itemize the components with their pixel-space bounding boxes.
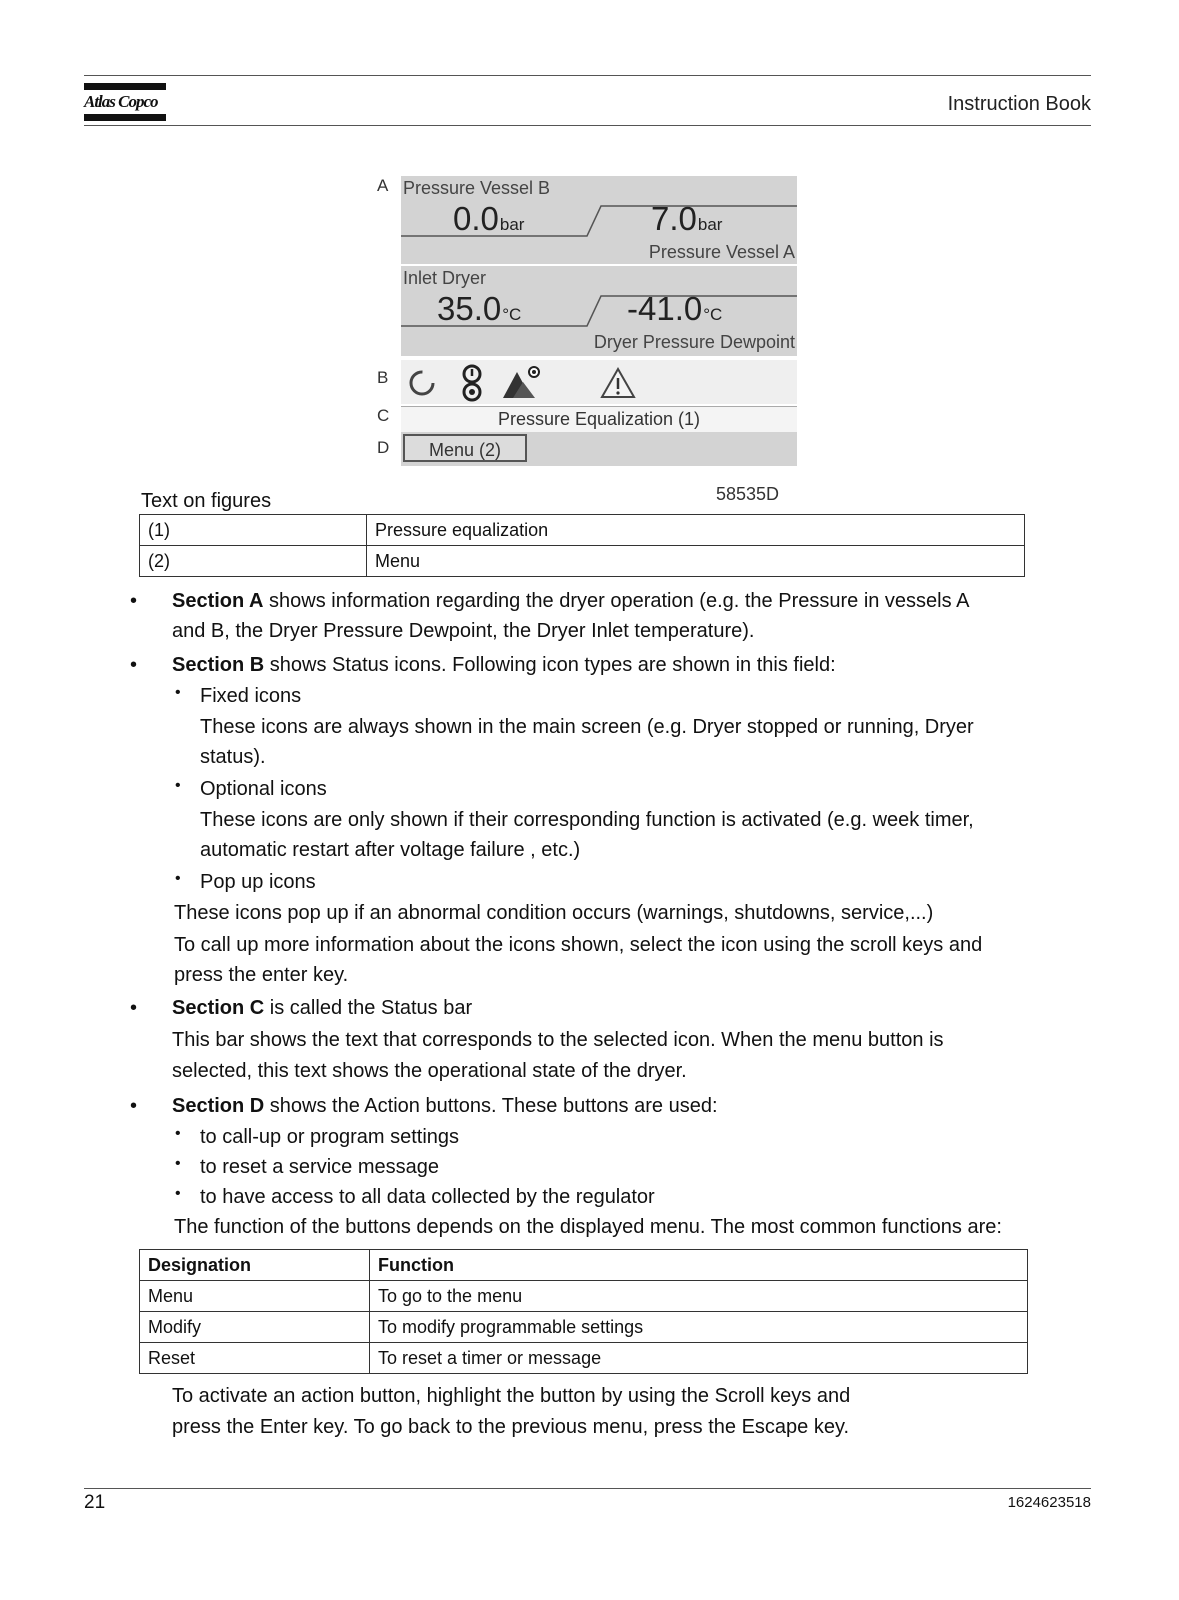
table-cell: Reset <box>140 1343 370 1374</box>
status-icons-row <box>401 360 797 404</box>
table-cell: (1) <box>140 515 367 546</box>
section-d-item: to have access to all data collected by the regulator <box>200 1186 655 1208</box>
dewpoint-value: -41.0°C <box>627 290 723 327</box>
table-cell: Pressure equalization <box>367 515 1025 546</box>
pressure-a-value: 7.0bar <box>651 200 723 237</box>
dewpoint-label: Dryer Pressure Dewpoint <box>593 332 795 352</box>
functions-table <box>139 1249 1028 1374</box>
section-label-b: B <box>377 368 389 387</box>
table-cell: Modify <box>140 1312 370 1343</box>
section-b-title: Section B <box>172 654 265 676</box>
section-d-item: to call-up or program settings <box>200 1126 460 1148</box>
table-cell: To modify programmable settings <box>370 1312 1028 1343</box>
fixed-icons-label: Fixed icons <box>200 685 302 707</box>
temperature-panel <box>401 266 797 356</box>
bullet: • <box>130 1095 138 1117</box>
section-d-title: Section D <box>172 1095 265 1117</box>
pressure-vessel-b-label: Pressure Vessel B <box>403 178 551 198</box>
section-b-paragraph: Section B shows Status icons. Following icon types are shown in this field: <box>172 654 836 676</box>
table-header-row <box>140 1250 1028 1281</box>
text-on-figures-heading: Text on figures <box>141 490 272 512</box>
section-c-description: This bar shows the text that corresponds to the selected icon. When the menu button is selected, this text shows the operational state of the dryer. <box>172 1029 944 1082</box>
table-row <box>140 515 1025 546</box>
atlas-copco-logo: Atlas Copco <box>84 83 166 123</box>
inlet-dryer-label: Inlet Dryer <box>403 268 487 288</box>
section-c-title: Section C <box>172 997 265 1019</box>
section-label-c: C <box>377 406 390 425</box>
controller-display-figure <box>377 176 797 506</box>
section-label-d: D <box>377 438 390 457</box>
table-row <box>140 1343 1028 1374</box>
pressure-b-value: 0.0bar <box>453 200 525 237</box>
table-header-cell: Function <box>370 1250 1028 1281</box>
action-buttons-row <box>401 432 797 466</box>
stop-run-icon[interactable] <box>459 364 485 402</box>
footer-rule <box>84 1488 1091 1489</box>
optional-icons-description: These icons are only shown if their corresponding function is activated (e.g. week timer, automatic restart after voltage failure , etc.) <box>200 809 974 861</box>
sub-bullet: • <box>175 1185 181 1202</box>
section-a-title: Section A <box>172 590 264 612</box>
popup-icons-description: These icons pop up if an abnormal condition occurs (warnings, shutdowns, service,...) <box>174 902 934 924</box>
table-cell: To go to the menu <box>370 1281 1028 1312</box>
table-cell: (2) <box>140 546 367 577</box>
bullet: • <box>130 590 138 612</box>
fixed-icons-description: These icons are always shown in the main screen (e.g. Dryer stopped or running, Dryer status). <box>200 716 974 768</box>
optional-icons-label: Optional icons <box>200 778 327 800</box>
function-intro: The function of the buttons depends on the displayed menu. The most common functions are: <box>174 1216 1002 1238</box>
table-cell: To reset a timer or message <box>370 1343 1028 1374</box>
status-bar <box>401 406 797 433</box>
mountain-alert-icon[interactable] <box>501 364 543 402</box>
header-top-rule <box>84 75 1091 76</box>
sub-bullet: • <box>175 870 181 887</box>
table-row <box>140 546 1025 577</box>
activate-paragraph: To activate an action button, highlight the button by using the Scroll keys and press the Enter key. To go back to the previous menu, press the Escape key. <box>172 1385 851 1438</box>
table-cell: Menu <box>140 1281 370 1312</box>
inlet-temp-value: 35.0°C <box>437 290 522 327</box>
sub-bullet: • <box>175 1155 181 1172</box>
sub-bullet: • <box>175 684 181 701</box>
bullet: • <box>130 997 138 1019</box>
section-a-paragraph: Section A shows information regarding the dryer operation (e.g. the Pressure in vessels A and B, the Dryer Pressure Dewpoint, the Dryer Inlet temperature). <box>172 590 970 642</box>
section-label-a: A <box>377 176 389 195</box>
refresh-icon[interactable] <box>405 366 439 400</box>
figure-code: 58535D <box>715 484 779 504</box>
bullet: • <box>130 654 138 676</box>
document-code: 1624623518 <box>1007 1494 1091 1511</box>
table-row <box>140 1281 1028 1312</box>
menu-button[interactable]: Menu (2) <box>403 434 527 462</box>
section-d-item: to reset a service message <box>200 1156 439 1178</box>
popup-icons-label: Pop up icons <box>200 871 316 893</box>
status-bar-text: Pressure Equalization (1) <box>497 409 701 429</box>
pressure-vessel-a-label: Pressure Vessel A <box>648 242 795 262</box>
section-c-paragraph: Section C is called the Status bar <box>172 997 473 1019</box>
callup-paragraph: To call up more information about the icons shown, select the icon using the scroll keys and press the enter key. <box>174 934 983 986</box>
table-cell: Menu <box>367 546 1025 577</box>
header-bottom-rule <box>84 125 1091 126</box>
table-header-cell: Designation <box>140 1250 370 1281</box>
sub-bullet: • <box>175 1125 181 1142</box>
sub-bullet: • <box>175 777 181 794</box>
table-row <box>140 1312 1028 1343</box>
warning-triangle-icon[interactable] <box>599 366 637 400</box>
section-d-paragraph: Section D shows the Action buttons. These buttons are used: <box>172 1095 718 1117</box>
document-title: Instruction Book <box>947 93 1091 115</box>
text-on-figures-table <box>139 514 1025 577</box>
pressure-panel <box>401 176 797 264</box>
page-number: 21 <box>84 1492 106 1513</box>
